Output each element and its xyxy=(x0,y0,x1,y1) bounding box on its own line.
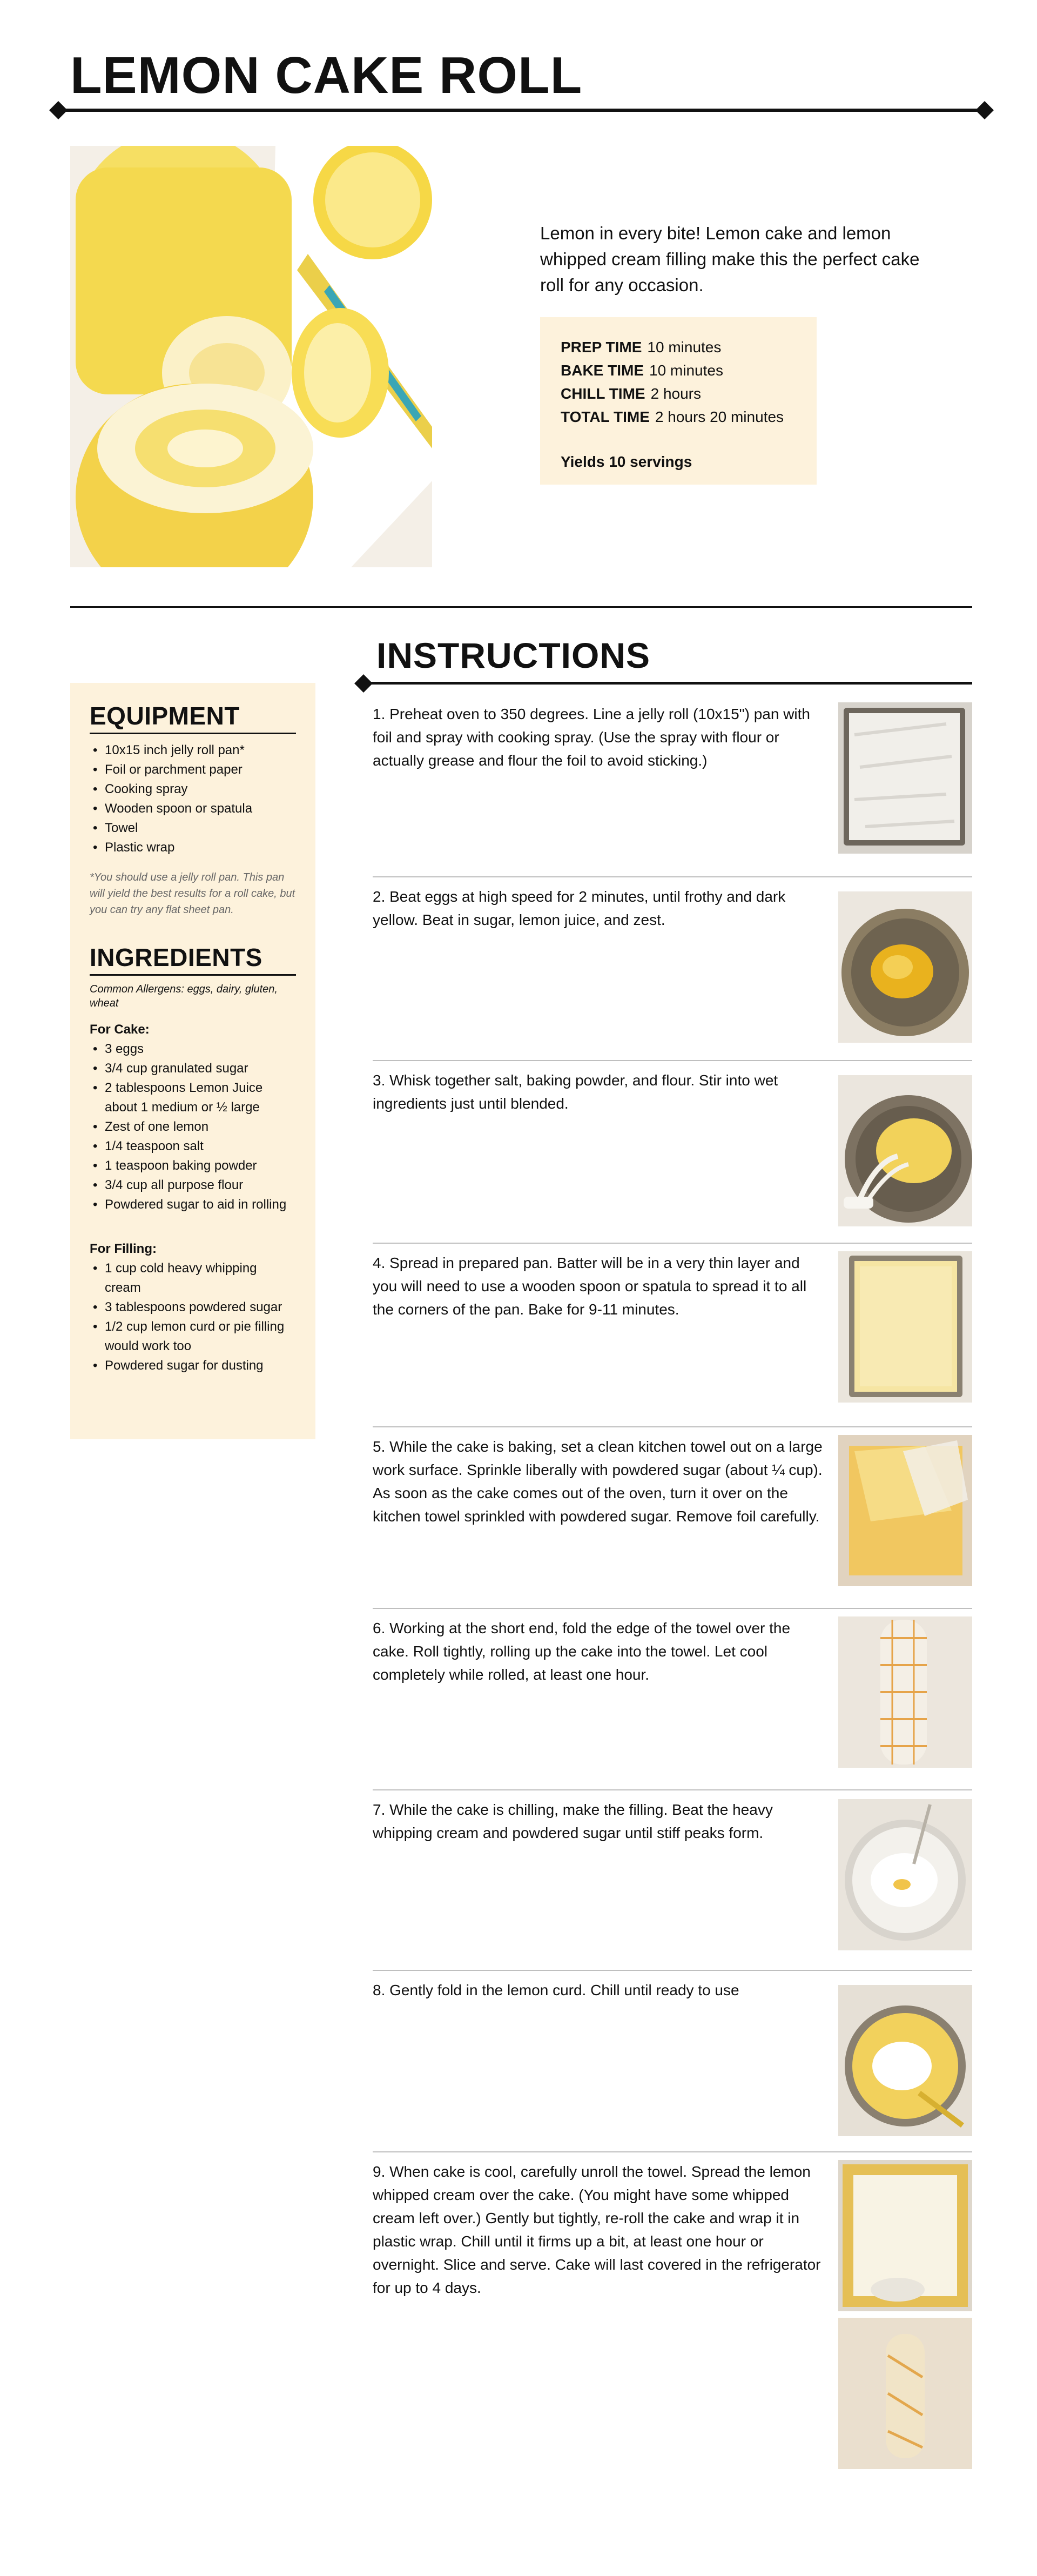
list-item: • 2 tablespoons Lemon Juice about 1 medium or ½ large xyxy=(90,1078,296,1117)
chill-time-row: CHILL TIME 2 hours xyxy=(561,385,701,402)
list-item: • 10x15 inch jelly roll pan* xyxy=(90,741,296,760)
equipment-note: *You should use a jelly roll pan. This pan will yield the best results for a roll cake, but you can try any flat sheet pan. xyxy=(90,871,295,916)
list-item: • Powdered sugar for dusting xyxy=(90,1356,296,1376)
step-text: 8. Gently fold in the lemon curd. Chill until ready to use xyxy=(373,1982,739,1998)
step-divider xyxy=(373,1789,972,1790)
step-divider xyxy=(373,876,972,877)
list-item: • 3 tablespoons powdered sugar xyxy=(90,1298,296,1317)
equipment-ingredients-sidebar xyxy=(70,683,315,1439)
list-item: • 1/4 teaspoon salt xyxy=(90,1137,296,1156)
list-item: • 3/4 cup all purpose flour xyxy=(90,1176,296,1195)
step-text: 3. Whisk together salt, baking powder, and flour. Stir into wet ingredients just until blended. xyxy=(373,1072,778,1112)
instructions-rule-diamond xyxy=(354,674,373,693)
step-text: 9. When cake is cool, carefully unroll the towel. Spread the lemon whipped cream over the cake. (You might have some whipped cream left over.) Gently but tightly, re-roll the cake and wrap it in plastic wrap. Chill until it firms up a bit, at least one hour or overnight. Slice and serve. Cake will last covered in the refrigerator for up to 4 days. xyxy=(373,2163,821,2296)
list-item: • 1/2 cup lemon curd or pie filling would work too xyxy=(90,1317,296,1356)
list-item: • Powdered sugar to aid in rolling xyxy=(90,1195,296,1215)
step-text: 4. Spread in prepared pan. Batter will be in a very thin layer and you will need to use a wooden spoon or spatula to spread it to all the corners of the pan. Bake for 9-11 minutes. xyxy=(373,1255,807,1318)
recipe-description: Lemon in every bite! Lemon cake and lemon whipped cream filling make this the perfect cake roll for any occasion. xyxy=(540,223,920,295)
step-divider xyxy=(373,1608,972,1609)
equipment-list xyxy=(90,741,296,857)
step-divider xyxy=(373,2151,972,2152)
step-divider xyxy=(373,1970,972,1971)
instructions-rule xyxy=(362,682,972,685)
step-photo-cream-spread xyxy=(838,2160,972,2311)
list-item: • Wooden spoon or spatula xyxy=(90,799,296,819)
step-text: 2. Beat eggs at high speed for 2 minutes, until frothy and dark yellow. Beat in sugar, lemon juice, and zest. xyxy=(373,888,786,928)
step-photo-lemon-curd xyxy=(838,1985,972,2136)
step-photo-wrapped-roll xyxy=(838,2318,972,2469)
step-text: 7. While the cake is chilling, make the filling. Beat the heavy whipping cream and powdered sugar until stiff peaks form. xyxy=(373,1801,773,1841)
step-photo-foil-pan xyxy=(838,702,972,854)
recipe-title: LEMON CAKE ROLL xyxy=(70,46,583,104)
list-item: • 1 teaspoon baking powder xyxy=(90,1156,296,1176)
ingredients-heading: INGREDIENTS xyxy=(90,945,296,976)
list-item: • Zest of one lemon xyxy=(90,1117,296,1137)
prep-time-row: PREP TIME 10 minutes xyxy=(561,339,722,355)
step-photo-batter-whisk xyxy=(838,1075,972,1226)
section-divider xyxy=(70,606,972,608)
step-photo-eggs-bowl xyxy=(838,891,972,1043)
step-text: 1. Preheat oven to 350 degrees. Line a jelly roll (10x15") pan with foil and spray with cooking spray. (Use the spray with flour or actually grease and flour the foil to avoid sticking.) xyxy=(373,706,810,769)
step-photo-rolled-towel xyxy=(838,1616,972,1768)
list-item: • 1 cup cold heavy whipping cream xyxy=(90,1259,296,1298)
bake-time-row: BAKE TIME 10 minutes xyxy=(561,362,723,379)
step-photo-cake-towel xyxy=(838,1435,972,1586)
hero-photo xyxy=(70,146,432,567)
list-item: • 3/4 cup granulated sugar xyxy=(90,1059,296,1078)
step-photo-whipped-cream xyxy=(838,1799,972,1950)
recipe-times-card xyxy=(540,317,817,485)
step-photo-batter-pan xyxy=(838,1251,972,1403)
list-item: • 3 eggs xyxy=(90,1039,296,1059)
cake-ingredients-list xyxy=(90,1039,296,1215)
title-rule-left-diamond xyxy=(49,101,68,119)
yields: Yields 10 servings xyxy=(561,453,692,470)
total-time-row: TOTAL TIME 2 hours 20 minutes xyxy=(561,408,784,425)
list-item: • Towel xyxy=(90,819,296,838)
filling-ingredients-list xyxy=(90,1259,296,1376)
step-divider xyxy=(373,1243,972,1244)
list-item: • Plastic wrap xyxy=(90,838,296,857)
step-text: 5. While the cake is baking, set a clean kitchen towel out on a large work surface. Sprinkle liberally with powdered sugar (about ¼ cup). As soon as the cake comes out of the oven, turn it over on the kitchen towel sprinkled with powdered sugar. Remove foil carefully. xyxy=(373,1438,823,1525)
allergens-note: Common Allergens: eggs, dairy, gluten, wheat xyxy=(90,983,278,1009)
instructions-heading: INSTRUCTIONS xyxy=(376,635,650,675)
cake-ingredients-heading: For Cake: xyxy=(90,1022,150,1037)
step-text: 6. Working at the short end, fold the edge of the towel over the cake. Roll tightly, rolling up the cake into the towel. Let cool completely while rolled, at least one hour. xyxy=(373,1620,791,1683)
title-rule-right-diamond xyxy=(975,101,994,119)
list-item: • Foil or parchment paper xyxy=(90,760,296,780)
step-divider xyxy=(373,1426,972,1427)
list-item: • Cooking spray xyxy=(90,780,296,799)
title-rule xyxy=(58,109,985,112)
equipment-heading: EQUIPMENT xyxy=(90,703,296,734)
step-divider xyxy=(373,1060,972,1061)
filling-ingredients-heading: For Filling: xyxy=(90,1242,157,1256)
